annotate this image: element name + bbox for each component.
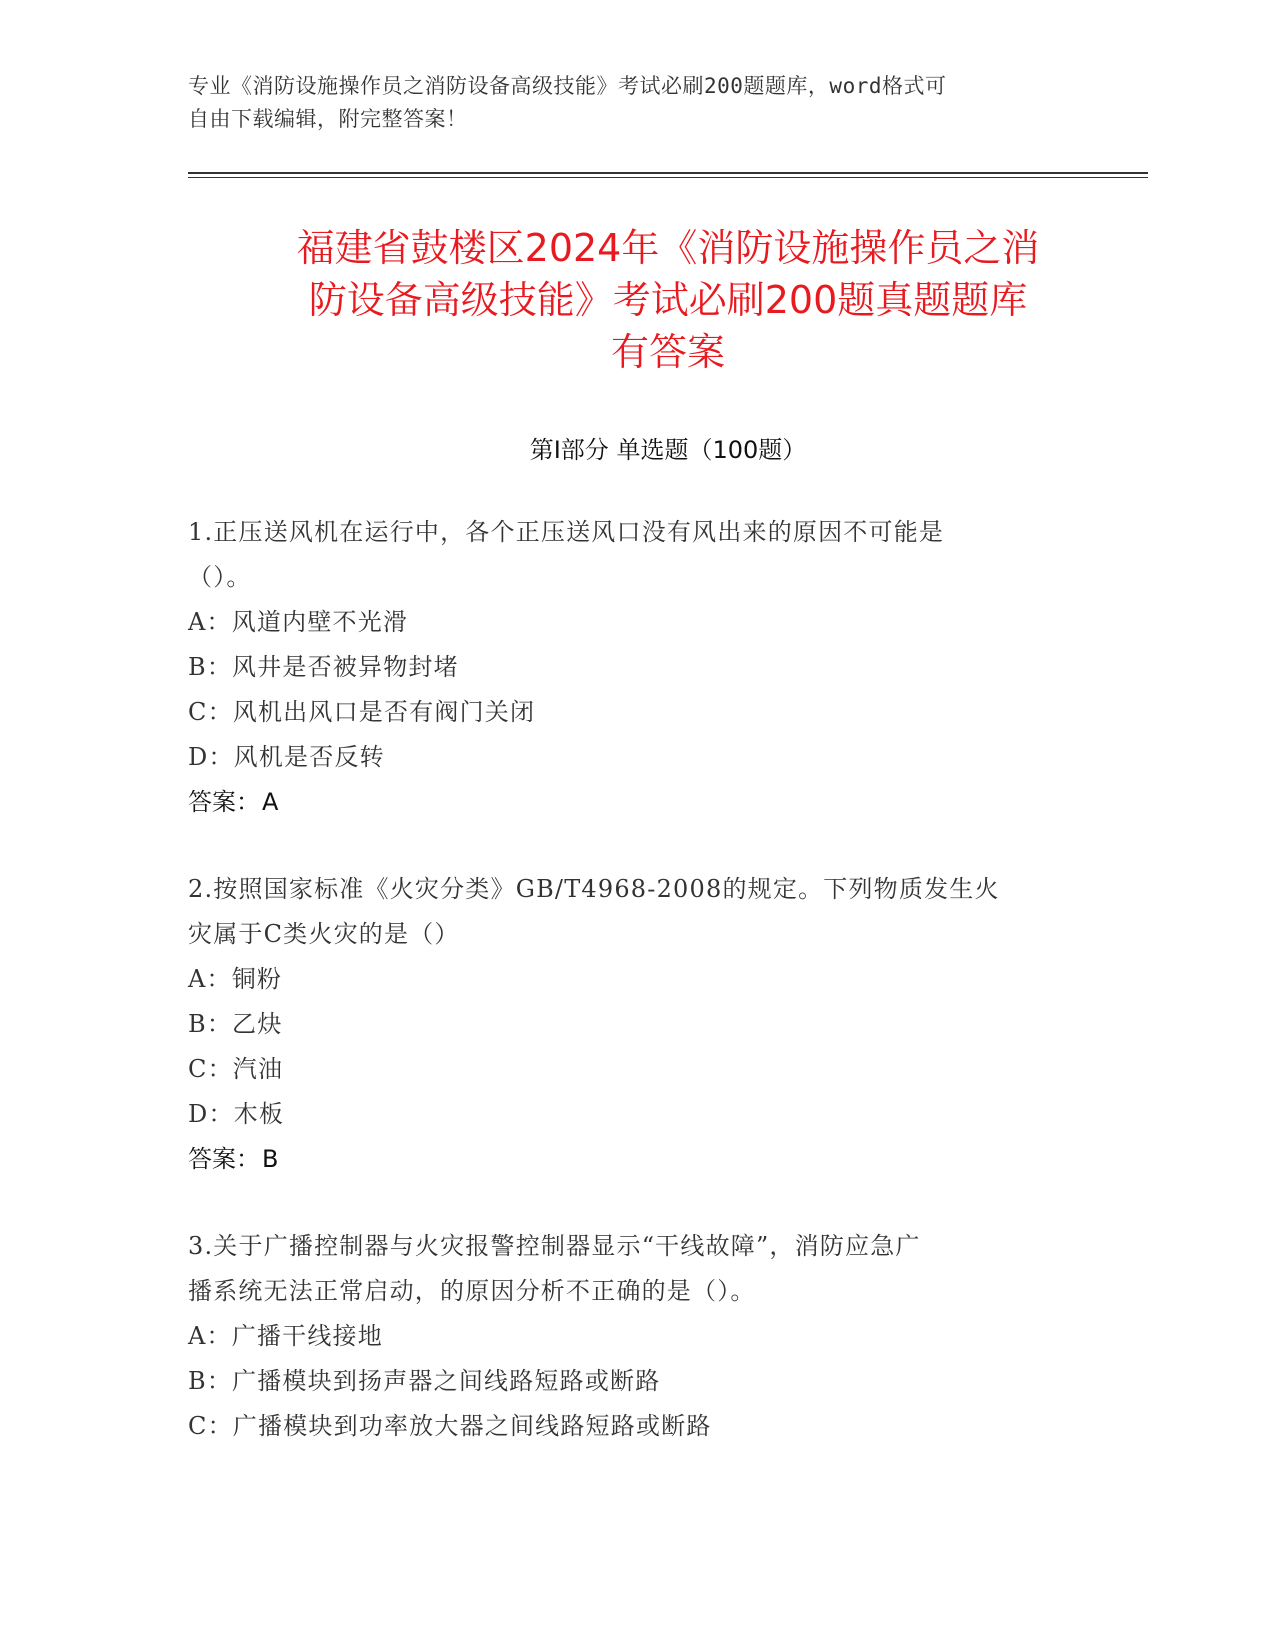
question-1-option-b: B：风井是否被异物封堵	[188, 653, 459, 681]
question-2-answer	[188, 1137, 1148, 1182]
question-1	[188, 510, 1148, 825]
question-2-option-c: C：汽油	[188, 1055, 284, 1083]
document-title-line-2: 防设备高级技能》考试必刷200题真题题库	[308, 278, 1028, 322]
question-3-option-b: B：广播模块到扬声器之间线路短路或断路	[188, 1367, 661, 1395]
document-title-line-1: 福建省鼓楼区2024年《消防设施操作员之消	[296, 226, 1040, 270]
question-2-answer-value: B	[262, 1145, 279, 1173]
question-3	[188, 1224, 1148, 1449]
question-2-option-a: A：铜粉	[188, 965, 283, 993]
question-1-answer-label: 答案：	[188, 788, 260, 816]
header-note-line-1: 专业《消防设施操作员之消防设备高级技能》考试必刷200题题库，word格式可	[188, 74, 947, 98]
question-3-option-c: C：广播模块到功率放大器之间线路短路或断路	[188, 1412, 712, 1440]
question-2-answer-label: 答案：	[188, 1145, 260, 1173]
question-list	[188, 510, 1148, 1449]
header-divider-thin	[188, 177, 1148, 178]
question-1-stem-line-2: （）。	[188, 563, 252, 591]
question-2	[188, 867, 1148, 1182]
header-note-line-2: 自由下载编辑，附完整答案！	[188, 107, 468, 131]
question-1-answer	[188, 780, 1148, 825]
document-title-line-3: 有答案	[610, 330, 725, 374]
question-3-stem-line-2: 播系统无法正常启动，的原因分析不正确的是（）。	[188, 1277, 756, 1305]
question-1-option-a: A：风道内壁不光滑	[188, 608, 409, 636]
document-page	[188, 70, 1148, 1491]
question-3-option-a: A：广播干线接地	[188, 1322, 383, 1350]
question-2-stem-line-2: 灾属于C类火灾的是（）	[188, 920, 460, 948]
question-1-answer-value: A	[262, 788, 279, 816]
header-divider-thick	[188, 172, 1148, 174]
question-1-option-d: D：风机是否反转	[188, 743, 385, 771]
question-1-stem-line-1: 1.正压送风机在运行中，各个正压送风口没有风出来的原因不可能是	[188, 518, 945, 546]
question-2-option-b: B：乙炔	[188, 1010, 283, 1038]
document-title	[188, 222, 1148, 378]
question-1-option-c: C：风机出风口是否有阀门关闭	[188, 698, 536, 726]
section-heading: 第Ⅰ部分 单选题（100题）	[529, 436, 807, 464]
header-note	[188, 70, 1148, 136]
question-2-stem-line-1: 2.按照国家标准《火灾分类》GB/T4968-2008的规定。下列物质发生火	[188, 875, 1000, 903]
question-3-stem-line-1: 3.关于广播控制器与火灾报警控制器显示“干线故障”，消防应急广	[188, 1232, 921, 1260]
question-2-option-d: D：木板	[188, 1100, 285, 1128]
